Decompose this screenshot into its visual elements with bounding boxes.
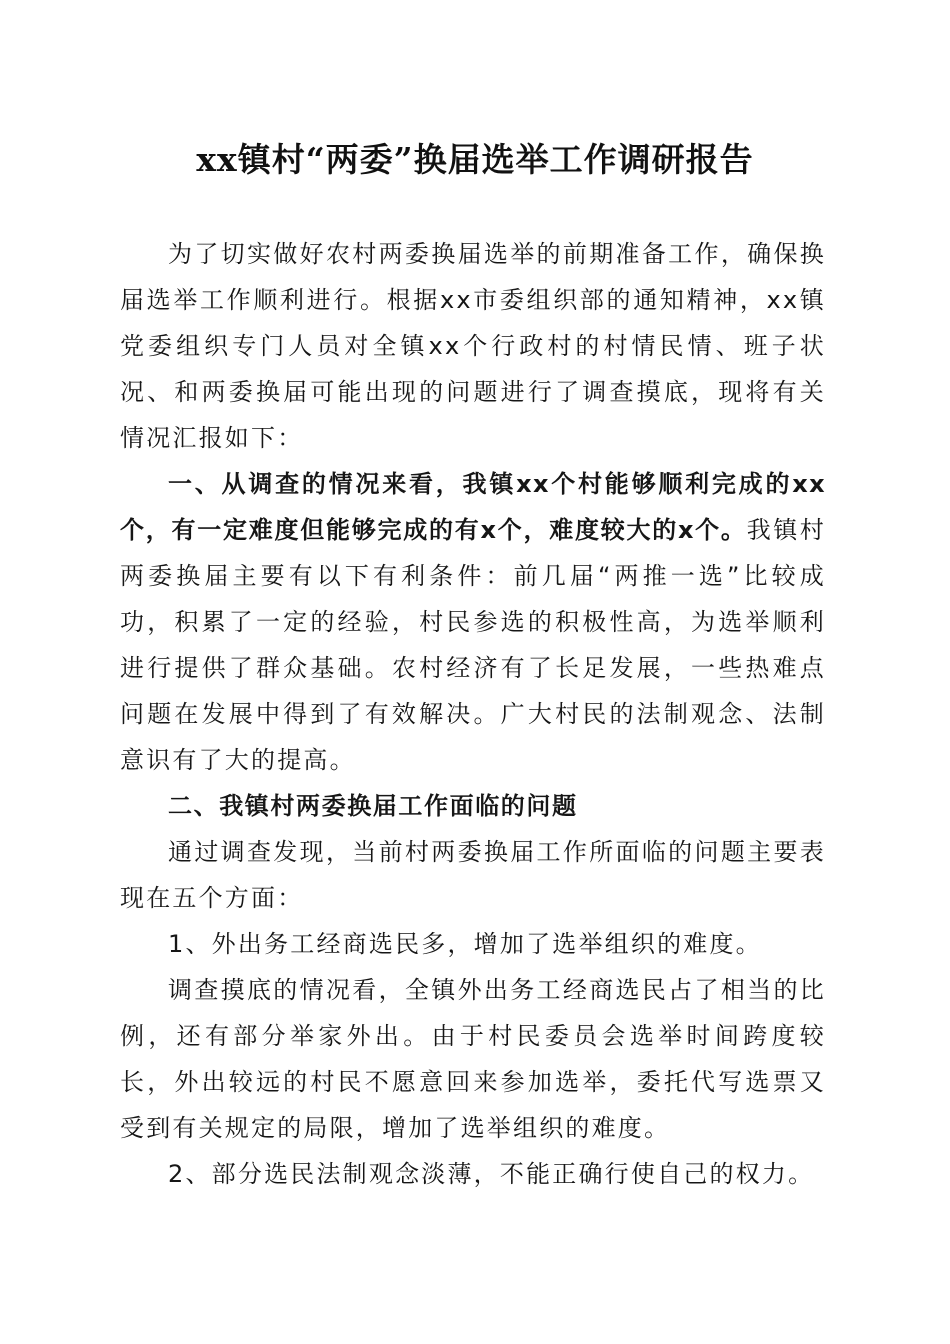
section-one-text: 我镇村两委换届主要有以下有利条件：前几届“两推一选”比较成功，积累了一定的经验，村民参选的积极性高，为选举顺利进行提供了群众基础。农村经济有了长足发展，一些热难点问题在发展中得到了有效解决。广大村民的法制观念、法制意识有了大的提高。 [120, 516, 826, 774]
section-two-intro: 通过调查发现，当前村两委换届工作所面临的问题主要表现在五个方面： [120, 838, 826, 912]
section-one-paragraph [120, 461, 826, 783]
issue-two-heading: 2、部分选民法制观念淡薄，不能正确行使自己的权力。 [168, 1160, 815, 1188]
intro-paragraph: 为了切实做好农村两委换届选举的前期准备工作，确保换届选举工作顺利进行。根据xx市委组织部的通知精神，xx镇党委组织专门人员对全镇xx个行政村的村情民情、班子状况、和两委换届可能出现的问题进行了调查摸底，现将有关情况汇报如下： [120, 240, 826, 452]
section-two-heading: 二、我镇村两委换届工作面临的问题 [168, 792, 578, 820]
section-one-heading: 一、从调查的情况来看，我镇xx个村能够顺利完成的xx个，有一定难度但能够完成的有x个，难度较大的x个。 [120, 470, 826, 544]
issue-one-text: 调查摸底的情况看，全镇外出务工经商选民占了相当的比例，还有部分举家外出。由于村民委员会选举时间跨度较长，外出较远的村民不愿意回来参加选举，委托代写选票又受到有关规定的局限，增加了选举组织的难度。 [120, 976, 826, 1142]
issue-one-heading: 1、外出务工经商选民多，增加了选举组织的难度。 [168, 930, 762, 958]
document-title: xx镇村“两委”换届选举工作调研报告 [196, 140, 754, 179]
document-body [120, 231, 826, 1197]
